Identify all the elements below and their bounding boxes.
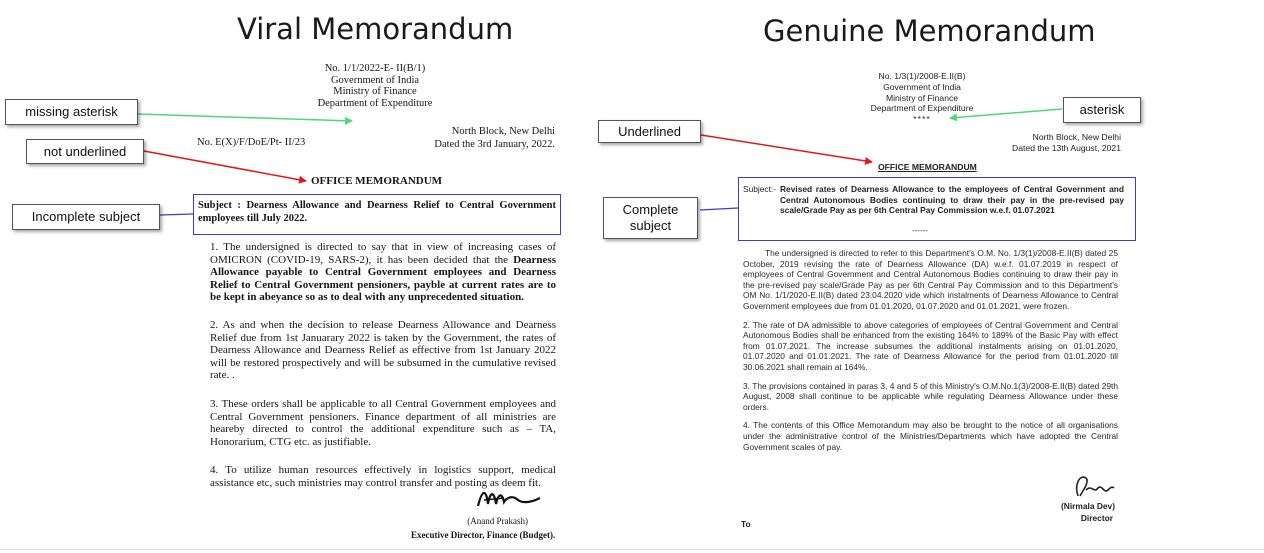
incomplete-subject-label: Incomplete subject bbox=[12, 204, 160, 230]
genuine-paragraph-2: 2. The rate of DA admissible to above categories of employees of Central Government and Central Autonomous Bodies shall be enhanced from the existing 164% to 189% of the Basic Pay with effect from 01.07.2021. The increase subsumes the additional instalments arising on 01.01.2020, 01.07.2020 and 01.01.2021. The rate of Dearness Allowance for the period from 01.01.2020 till 30.06.2021 shall remain at 164%. bbox=[743, 319, 1118, 372]
genuine-ministry: Ministry of Finance bbox=[885, 92, 959, 103]
not-underlined-label: not underlined bbox=[26, 139, 144, 164]
underlined-label: Underlined bbox=[598, 120, 701, 143]
genuine-dashes: ------ bbox=[912, 226, 928, 235]
genuine-to: To bbox=[741, 519, 751, 529]
viral-paragraph-2: 2. As and when the decision to release Dearness Allowance and Dearness Relief due from 1st Januarary 2022 is taken by the Government, the rates of Dearness Allowance and Dearness Relief as effective from 1st January 2022 will be restored prospectively and will be subsumed in the cumulative revised rate. . bbox=[210, 318, 556, 382]
genuine-file-number: No. 1/3(1)/2008-E.II(B) bbox=[878, 71, 966, 81]
genuine-paragraph-3: 3. The provisions contained in paras 3, 4 and 5 of this Ministry's O.M.No.1(3)/2008-E.II(B) dated 29th August, 2008 shall continue to be applicable while regulating Dearness Allowance under these orders. bbox=[743, 380, 1118, 412]
viral-heading: Viral Memorandum bbox=[237, 12, 514, 46]
asterisk-arrow bbox=[950, 109, 1062, 118]
genuine-asterisks: **** bbox=[913, 114, 931, 125]
genuine-government: Government of India bbox=[883, 81, 961, 92]
genuine-date: Dated the 13th August, 2021 bbox=[1012, 142, 1121, 153]
viral-place: North Block, New Delhi bbox=[451, 126, 555, 137]
genuine-subject-lead: Subject:- bbox=[743, 184, 777, 194]
asterisk-label: asterisk bbox=[1063, 97, 1141, 123]
viral-reference-number: No. E(X)/F/DoE/Pt- II/23 bbox=[197, 137, 306, 148]
genuine-designation: Director bbox=[1080, 513, 1113, 523]
genuine-subject: Revised rates of Dearness Allowance to the employees of Central Government and Central Autonomous Bodies continuing to draw their pay in the pre-revised pay scale/Grade Pay as per 6th Central Pay Commission w.e.f. 01.07.2021 bbox=[780, 184, 1124, 216]
genuine-paragraph-1: The undersigned is directed to refer to this Department's O.M. No. 1/3(1)/2008-E.II(B) dated 25 October, 2019 revising the rate of Dearness Allowance (DA) w.e.f. 01.07.2019 in respect of employees of Central Government and Central Autonomous Bodies continuing to draw their pay in the pre-revised pay scale/Grade Pay as per 6th Central Pay Commission and to this Department's OM No. 1/1/2020-E.II(B) dated 23.04.2020 vide which instalments of Dearness Allowance to Central Government employees due from 01.01.2020, 01.07.2020 and 01.01.2021, were frozen. bbox=[743, 248, 1118, 311]
viral-paragraph-4: 4. To utilize human resources effectively in logistics support, medical assistance etc, such ministries may control transfer and posting as deem fit. bbox=[210, 464, 556, 489]
genuine-om-title: OFFICE MEMORANDUM bbox=[878, 162, 977, 172]
not-underlined-arrow bbox=[144, 151, 306, 181]
missing-asterisk-label: missing asterisk bbox=[5, 99, 138, 125]
viral-signatory: (Anand Prakash) bbox=[467, 516, 528, 526]
viral-paragraph-1: 1. The undersigned is directed to say that in view of increasing cases of OMICRON (COVID-19, SARS-2), it has been decided that the Dearness Allowance payable to Central Government employees and Dearness Relief to Central Government pensioners, payble at current rates are to be kept in abeyance so as to deal with any unprecedented situation. bbox=[210, 241, 556, 304]
genuine-department: Department of Expenditure bbox=[870, 103, 974, 114]
bottom-divider bbox=[0, 549, 1264, 550]
complete-subject-label: Complete subject bbox=[603, 197, 698, 239]
missing-asterisk-arrow bbox=[138, 114, 352, 121]
viral-file-number: No. 1/1/2022-E- II(B/1) bbox=[324, 63, 426, 74]
viral-ministry: Ministry of Finance bbox=[333, 86, 417, 97]
viral-om-title: OFFICE MEMORANDUM bbox=[311, 175, 443, 187]
complete-subject-connector bbox=[700, 208, 738, 210]
viral-designation: Executive Director, Finance (Budget). bbox=[411, 530, 556, 540]
viral-paragraph-3: 3. These orders shall be applicable to all Central Government employees and Central Government pensioners. Finance department of all ministries are heareby directed to control the additional expenditure such as – TA, Honorarium, CTG etc. as justifiable. bbox=[210, 397, 556, 448]
genuine-place: North Block, New Delhi bbox=[1032, 132, 1121, 142]
incomplete-subject-connector bbox=[160, 214, 193, 215]
viral-department: Department of Expenditure bbox=[317, 97, 433, 109]
viral-date: Dated the 3rd January, 2022. bbox=[434, 139, 555, 150]
genuine-heading: Genuine Memorandum bbox=[763, 14, 1096, 48]
genuine-signatory: (Nirmala Dev) bbox=[1061, 501, 1115, 511]
genuine-paragraph-4: 4. The contents of this Office Memorandum may also be brought to the notice of all organisations under the administrative control of the Ministries/Departments which have adopted the Central Government scales of pay. bbox=[743, 420, 1118, 452]
viral-government: Government of India bbox=[330, 74, 420, 86]
viral-subject: Subject : Dearness Allowance and Dearness Relief to Central Government employees till July 2022. bbox=[198, 200, 556, 224]
underlined-arrow bbox=[701, 135, 872, 162]
